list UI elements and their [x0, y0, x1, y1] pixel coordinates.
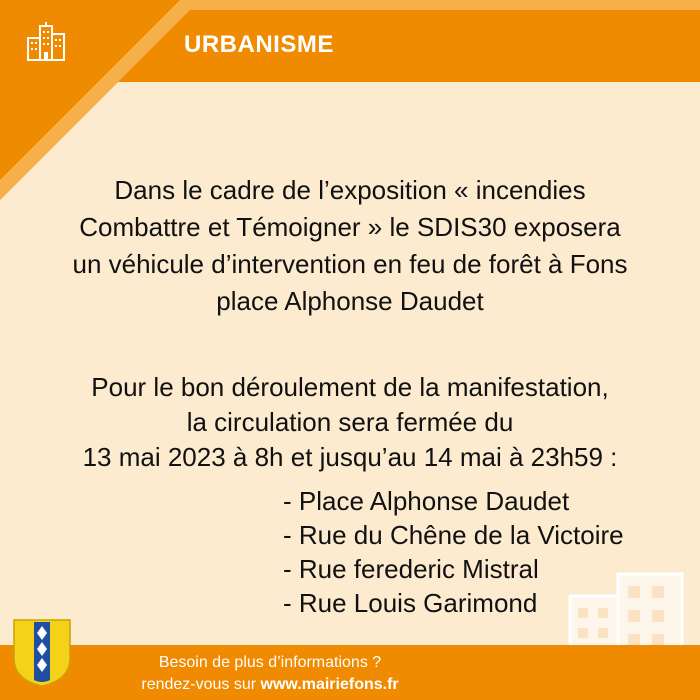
closure-text: [0, 370, 700, 475]
footer-prefix: rendez-vous sur: [141, 676, 261, 693]
announcement-line: place Alphonse Daudet: [216, 286, 484, 316]
closure-line: Pour le bon déroulement de la manifestation,: [91, 372, 609, 402]
list-item: - Rue du Chêne de la Victoire: [283, 520, 624, 550]
announcement-text: [0, 172, 700, 320]
closure-line: la circulation sera fermée du: [186, 407, 514, 437]
closed-streets-list: [283, 484, 624, 620]
building-icon: [26, 22, 66, 62]
closure-line: 13 mai 2023 à 8h et jusqu’au 14 mai à 23h59 :: [82, 442, 618, 472]
announcement-line: Dans le cadre de l’exposition « incendies: [114, 175, 586, 205]
list-item: - Rue Louis Garimond: [283, 588, 538, 618]
footer-line: Besoin de plus d’informations ?: [158, 654, 382, 671]
footer-line: [100, 674, 440, 696]
announcement-line: Combattre et Témoigner » le SDIS30 exposera: [79, 212, 621, 242]
website-link[interactable]: www.mairiefons.fr: [260, 676, 399, 693]
footer-info: [100, 652, 440, 696]
list-item: - Rue ferederic Mistral: [283, 554, 539, 584]
announcement-line: un véhicule d’intervention en feu de forêt à Fons: [72, 249, 628, 279]
list-item: - Place Alphonse Daudet: [283, 486, 570, 516]
page-title: URBANISME: [184, 31, 334, 58]
coat-of-arms-icon: [12, 618, 72, 688]
